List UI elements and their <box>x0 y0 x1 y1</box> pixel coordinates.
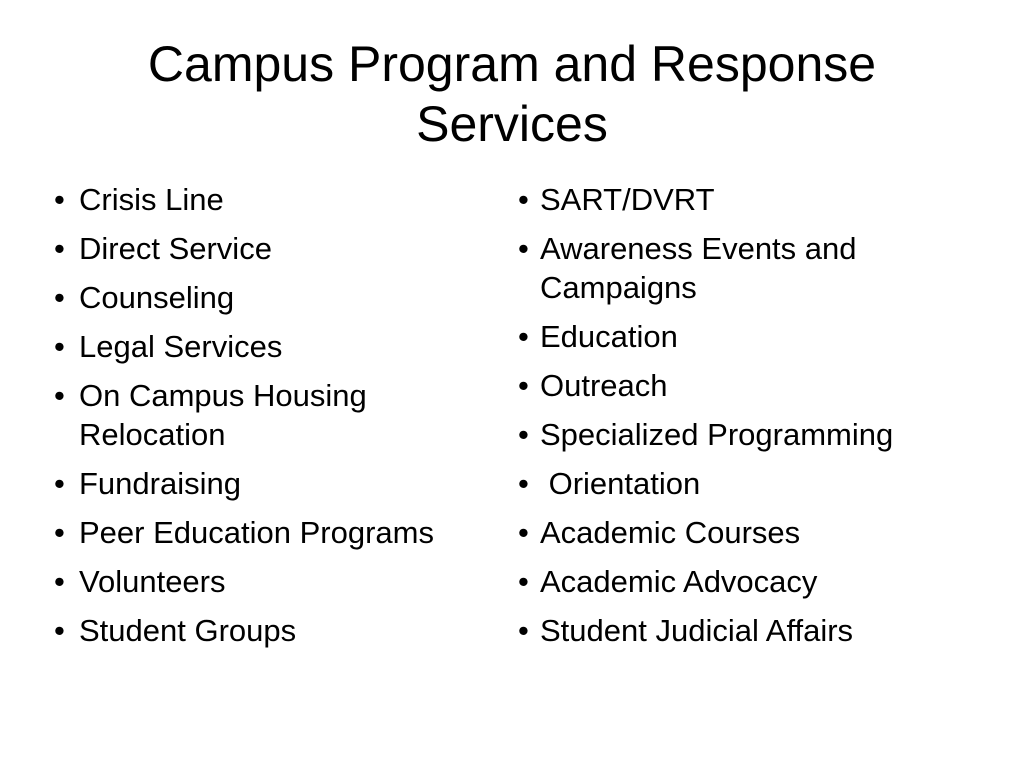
list-item <box>518 415 988 454</box>
bullet-icon: • <box>54 378 65 413</box>
list-item-text: Orientation <box>540 466 701 501</box>
left-bullet-list <box>54 180 504 660</box>
list-item-text: Academic Courses <box>540 515 801 550</box>
list-item-text: Awareness Events and Campaigns <box>540 231 857 305</box>
list-item <box>518 317 988 356</box>
bullet-icon: • <box>518 182 529 217</box>
bullet-icon: • <box>518 231 529 266</box>
list-item <box>54 229 504 268</box>
bullet-icon: • <box>54 564 65 599</box>
right-bullet-list <box>518 180 988 660</box>
list-item <box>54 611 504 650</box>
list-item <box>54 513 504 552</box>
list-item-text: Counseling <box>79 280 235 315</box>
bullet-icon: • <box>518 368 529 403</box>
list-item <box>518 366 988 405</box>
bullet-icon: • <box>518 417 529 452</box>
list-item <box>518 611 988 650</box>
list-item <box>518 464 988 503</box>
list-item <box>518 229 988 307</box>
list-item-text: Outreach <box>540 368 668 403</box>
bullet-icon: • <box>54 515 65 550</box>
bullet-icon: • <box>518 319 529 354</box>
list-item-text: Fundraising <box>79 466 241 501</box>
bullet-icon: • <box>54 280 65 315</box>
list-item-text: SART/DVRT <box>540 182 715 217</box>
bullet-icon: • <box>54 466 65 501</box>
bullet-icon: • <box>518 515 529 550</box>
list-item <box>518 562 988 601</box>
list-item <box>54 327 504 366</box>
list-item <box>54 376 504 454</box>
list-item <box>518 180 988 219</box>
bullet-icon: • <box>54 182 65 217</box>
bullet-icon: • <box>54 231 65 266</box>
list-item-text: Student Judicial Affairs <box>540 613 854 648</box>
list-item-text: On Campus Housing Relocation <box>79 378 367 452</box>
bullet-icon: • <box>54 613 65 648</box>
list-item <box>54 464 504 503</box>
list-item-text: Volunteers <box>79 564 226 599</box>
list-item-text: Crisis Line <box>79 182 224 217</box>
list-item-text: Education <box>540 319 678 354</box>
list-item <box>54 562 504 601</box>
bullet-icon: • <box>518 466 529 501</box>
list-item <box>54 278 504 317</box>
list-item-text: Legal Services <box>79 329 283 364</box>
bullet-icon: • <box>518 613 529 648</box>
bullet-icon: • <box>54 329 65 364</box>
list-item <box>518 513 988 552</box>
list-item-text: Direct Service <box>79 231 272 266</box>
bullet-icon: • <box>518 564 529 599</box>
slide-title: Campus Program and Response Services <box>147 36 877 152</box>
list-item <box>54 180 504 219</box>
list-item-text: Academic Advocacy <box>540 564 818 599</box>
list-item-text: Peer Education Programs <box>79 515 434 550</box>
list-item-text: Specialized Programming <box>540 417 894 452</box>
list-item-text: Student Groups <box>79 613 297 648</box>
